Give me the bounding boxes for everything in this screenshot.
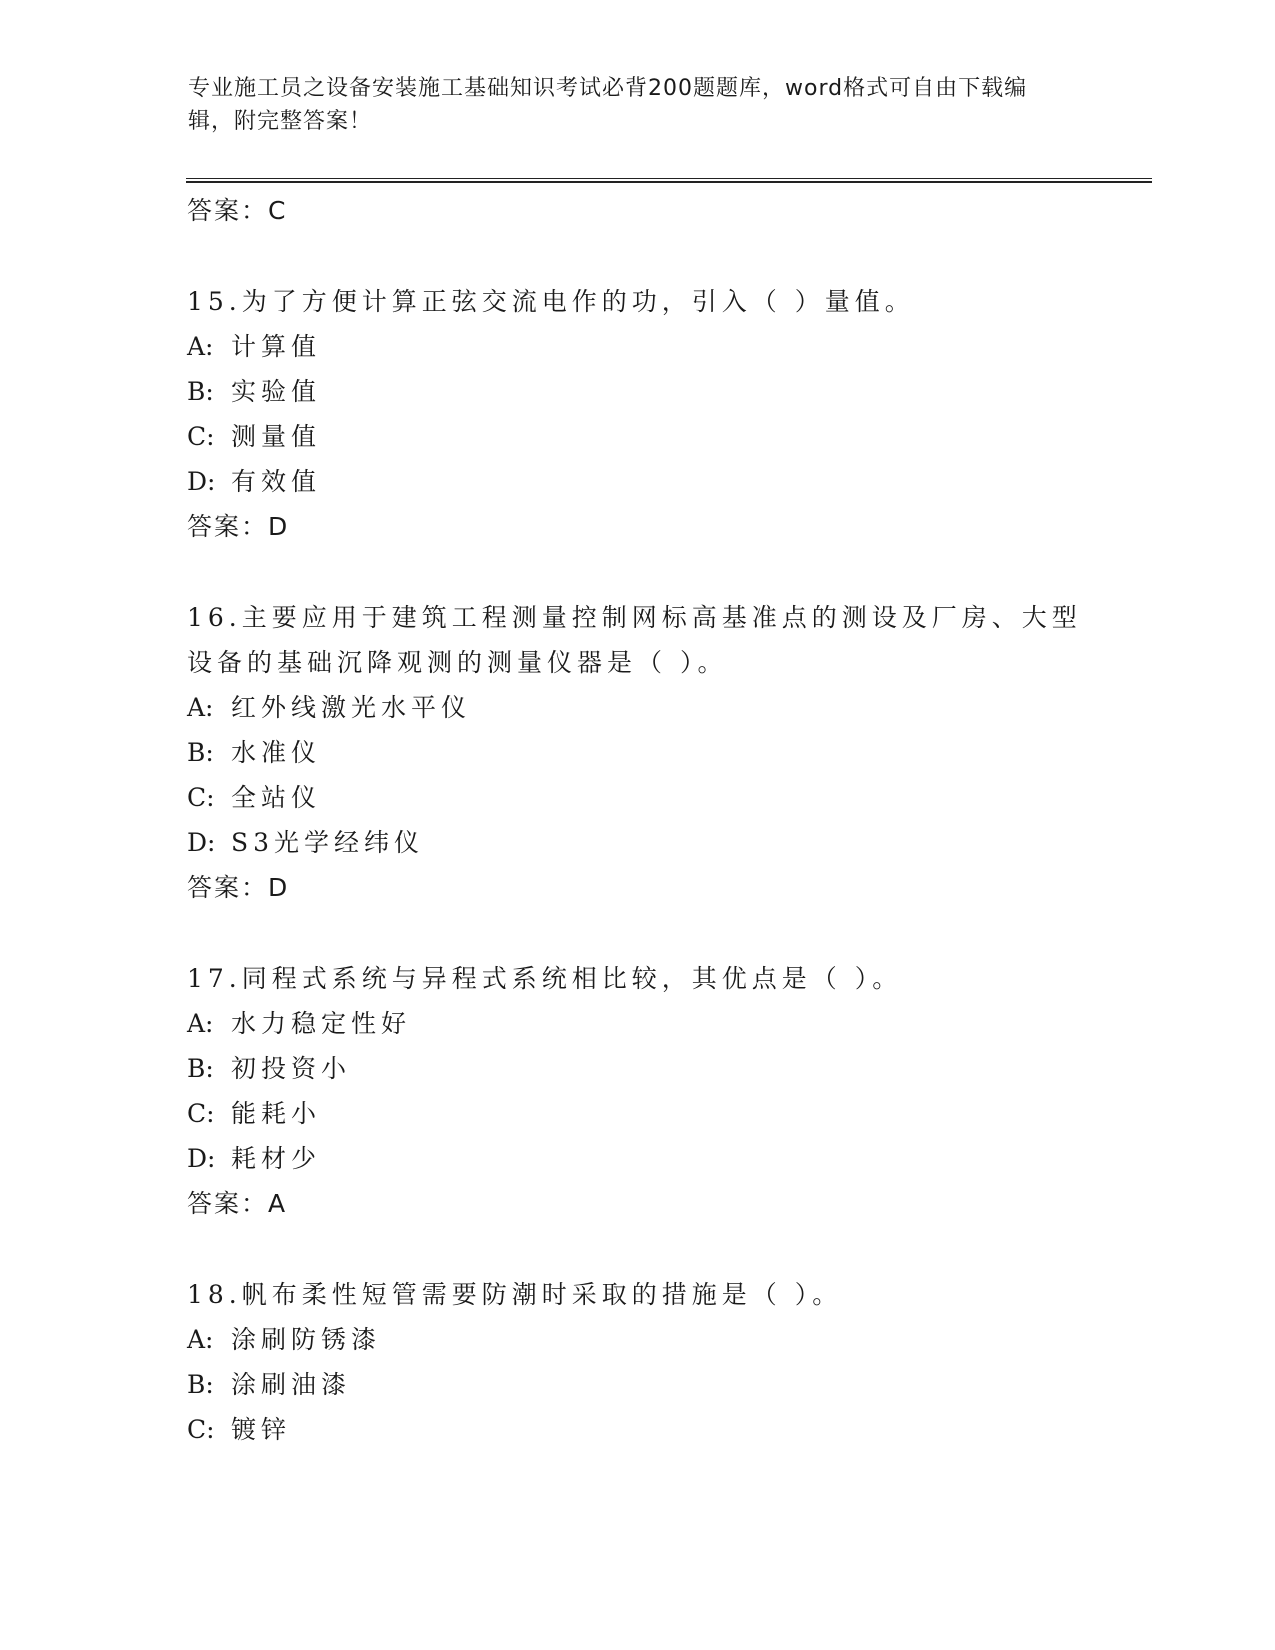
option-key: C: [187,422,215,451]
option-b [187,1362,1087,1407]
option-key: D: [187,828,216,857]
option-key: C: [187,1415,215,1444]
question-17 [187,956,1087,1226]
option-key: B: [187,377,214,406]
option-c [187,1091,1087,1136]
option-b [187,369,1087,414]
option-text: 水准仪 [231,738,322,767]
option-text: 水力稳定性好 [231,1009,412,1038]
page-header [188,72,1068,138]
question-text: 15.为了方便计算正弦交流电作的功，引入（ ）量值。 [187,287,915,316]
option-key: A: [187,1009,214,1038]
option-key: B: [187,1370,214,1399]
option-c [187,775,1087,820]
option-text: 红外线激光水平仪 [231,693,472,722]
question-text: 17.同程式系统与异程式系统相比较，其优点是（ ）。 [187,964,903,993]
option-a [187,1001,1087,1046]
option-key: A: [187,693,214,722]
option-key: D: [187,1144,216,1173]
option-c [187,1407,1087,1452]
option-text: 计算值 [231,332,322,361]
option-text: 有效值 [231,467,322,496]
answer-line: 答案：D [187,512,290,541]
option-key: A: [187,332,214,361]
option-text: 测量值 [231,422,322,451]
question-list [187,188,1087,1498]
header-title: 专业施工员之设备安装施工基础知识考试必背200题题库，word格式可自由下载编辑，附完整答案！ [188,76,1028,134]
header-divider [186,178,1152,183]
answer-line: 答案：C [187,196,288,225]
option-a [187,685,1087,730]
option-text: 初投资小 [231,1054,352,1083]
option-key: C: [187,1099,215,1128]
option-text: S3光学经纬仪 [231,828,425,857]
option-d [187,1136,1087,1181]
option-text: 涂刷油漆 [231,1370,352,1399]
option-text: 镀锌 [231,1415,292,1444]
question-15 [187,279,1087,549]
question-text: 16.主要应用于建筑工程测量控制网标高基准点的测设及厂房、大型设备的基础沉降观测的测量仪器是（ ）。 [187,603,1082,677]
answer-line: 答案：A [187,1189,288,1218]
question-18 [187,1272,1087,1452]
answer-line: 答案：D [187,873,290,902]
option-text: 能耗小 [231,1099,322,1128]
option-c [187,414,1087,459]
question-text: 18.帆布柔性短管需要防潮时采取的措施是（ ）。 [187,1280,843,1309]
option-text: 涂刷防锈漆 [231,1325,382,1354]
option-b [187,730,1087,775]
option-key: B: [187,738,214,767]
option-key: C: [187,783,215,812]
option-key: B: [187,1054,214,1083]
option-b [187,1046,1087,1091]
option-d [187,459,1087,504]
option-a [187,1317,1087,1362]
option-a [187,324,1087,369]
option-text: 实验值 [231,377,322,406]
option-text: 耗材少 [231,1144,322,1173]
question-16 [187,595,1087,910]
option-key: A: [187,1325,214,1354]
option-key: D: [187,467,216,496]
option-d [187,820,1087,865]
option-text: 全站仪 [231,783,322,812]
